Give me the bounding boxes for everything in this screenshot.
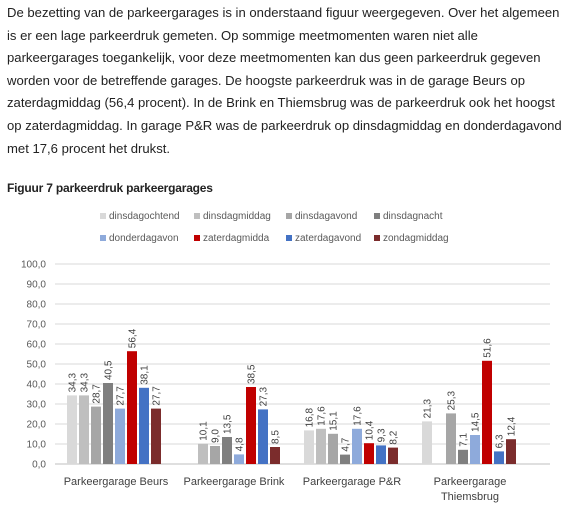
data-label: 34,3 — [67, 372, 79, 393]
y-tick-label: 60,0 — [26, 339, 46, 351]
category-label: Parkeergarage Brink — [183, 476, 285, 488]
legend-swatch-dinsdagmiddag — [194, 213, 200, 219]
bar-donderdagavond-1 — [115, 409, 125, 464]
data-label: 17,6 — [352, 406, 364, 426]
legend-swatch-dinsdagochtend — [100, 213, 106, 219]
data-label: 14,5 — [470, 412, 482, 432]
data-label: 27,3 — [258, 386, 270, 407]
bar-dinsdagmiddag-1 — [79, 395, 89, 464]
data-label: 15,1 — [328, 411, 340, 431]
legend-swatch-dinsdagnacht — [374, 213, 380, 219]
data-label: 34,3 — [79, 372, 91, 393]
data-label: 13,5 — [222, 414, 234, 434]
y-tick-label: 20,0 — [26, 419, 46, 431]
bar-dinsdagmiddag-2 — [198, 444, 208, 464]
bar-dinsdagnacht-2 — [222, 437, 232, 464]
bar-dinsdagavond-1 — [91, 407, 101, 464]
bar-dinsdagnacht-4 — [458, 450, 468, 464]
data-label: 40,5 — [103, 360, 115, 380]
bar-donderdagavond-2 — [234, 454, 244, 464]
legend-label: zaterdagavond — [295, 233, 362, 244]
data-label: 4,7 — [340, 437, 352, 452]
bar-dinsdagnacht-1 — [103, 383, 113, 464]
data-label: 25,3 — [446, 390, 458, 411]
data-label: 28,7 — [91, 384, 103, 404]
bar-donderdagavond-4 — [470, 435, 480, 464]
data-label: 56,4 — [127, 328, 139, 349]
category-label: Parkeergarage — [433, 476, 507, 488]
category-label: Parkeergarage P&R — [302, 476, 402, 488]
intro-paragraph: De bezetting van de parkeergarages is in onderstaand figuur weergegeven. Over het algemeen is er een lage parkeerdruk gemeten. Op sommige meetmomenten waren niet alle parkeergarages toegankelijk, voor deze meetmomenten kan dus geen parkeerdruk gegeven worden voor de betreffende garages. De hoogste parkeerdruk was in de garage Beurs op zaterdagmiddag (56,4 procent). In de Brink en Thiemsbrug was de parkeerdruk ook het hoogst op zaterdagmiddag. In garage P&R was de parkeerdruk op dinsdagmiddag en donderdagavond met 17,6 procent het drukst. — [7, 5, 562, 156]
data-label: 10,4 — [364, 420, 376, 441]
bar-dinsdagochtend-1 — [67, 395, 77, 464]
bar-dinsdagochtend-3 — [304, 430, 314, 464]
bar-zaterdagmiddag-2 — [246, 387, 256, 464]
legend-swatch-zaterdagavond — [286, 235, 292, 241]
bar-zaterdagavond-4 — [494, 451, 504, 464]
data-label: 17,6 — [316, 406, 328, 426]
figure-title: Figuur 7 parkeerdruk parkeergarages — [7, 181, 213, 195]
y-tick-label: 90,0 — [26, 279, 46, 291]
bar-zaterdagmiddag-3 — [364, 443, 374, 464]
bar-zaterdagmiddag-1 — [127, 351, 137, 464]
y-tick-label: 50,0 — [26, 359, 46, 371]
category-label: Parkeergarage Beurs — [63, 476, 169, 488]
data-label: 8,2 — [388, 430, 400, 445]
y-tick-label: 80,0 — [26, 299, 46, 311]
y-tick-label: 100,0 — [20, 259, 46, 271]
legend-label: dinsdagmiddag — [203, 211, 271, 222]
bar-zaterdagavond-3 — [376, 445, 386, 464]
data-label: 51,6 — [482, 338, 494, 358]
data-label: 38,1 — [139, 365, 151, 385]
y-tick-label: 10,0 — [26, 439, 46, 451]
legend-swatch-donderdagavond — [100, 235, 106, 241]
data-label: 12,4 — [506, 416, 518, 437]
legend-label: dinsdagochtend — [109, 211, 180, 222]
data-label: 27,7 — [151, 386, 163, 406]
data-label: 10,1 — [198, 421, 210, 441]
y-tick-label: 40,0 — [26, 379, 46, 391]
bar-dinsdagavond-4 — [446, 413, 456, 464]
data-label: 9,0 — [210, 429, 222, 443]
legend-label: dinsdagnacht — [383, 211, 443, 222]
bar-zondagmiddag-4 — [506, 439, 516, 464]
legend-swatch-dinsdagavond — [286, 213, 292, 219]
bar-donderdagavond-3 — [352, 429, 362, 464]
legend-swatch-zondagmiddag — [374, 235, 380, 241]
bar-zondagmiddag-3 — [388, 448, 398, 464]
bar-dinsdagmiddag-3 — [316, 429, 326, 464]
legend-swatch-zaterdagmiddag — [194, 235, 200, 241]
data-label: 4,8 — [234, 437, 246, 452]
data-label: 6,3 — [494, 434, 506, 449]
bar-zaterdagavond-1 — [139, 388, 149, 464]
legend-label: dinsdagavond — [295, 211, 358, 222]
bar-dinsdagavond-2 — [210, 446, 220, 464]
y-tick-label: 70,0 — [26, 319, 46, 331]
bar-zaterdagavond-2 — [258, 409, 268, 464]
bar-dinsdagavond-3 — [328, 434, 338, 464]
data-label: 9,3 — [376, 428, 388, 443]
y-tick-label: 0,0 — [32, 459, 46, 471]
legend-label: donderdagavon — [109, 233, 179, 244]
bar-zondagmiddag-1 — [151, 409, 161, 464]
bar-zondagmiddag-2 — [270, 447, 280, 464]
bar-dinsdagochtend-4 — [422, 421, 432, 464]
category-label: Thiemsbrug — [440, 491, 500, 503]
legend-label: zaterdagmidda — [203, 233, 270, 244]
data-label: 27,7 — [115, 386, 127, 406]
legend-label: zondagmiddag — [383, 233, 449, 244]
data-label: 7,1 — [458, 432, 470, 447]
data-label: 38,5 — [246, 364, 258, 384]
data-label: 8,5 — [270, 430, 282, 444]
y-tick-label: 30,0 — [26, 399, 46, 411]
bar-zaterdagmiddag-4 — [482, 361, 492, 464]
data-label: 21,3 — [422, 398, 434, 419]
data-label: 16,8 — [304, 407, 316, 428]
bar-dinsdagnacht-3 — [340, 455, 350, 464]
